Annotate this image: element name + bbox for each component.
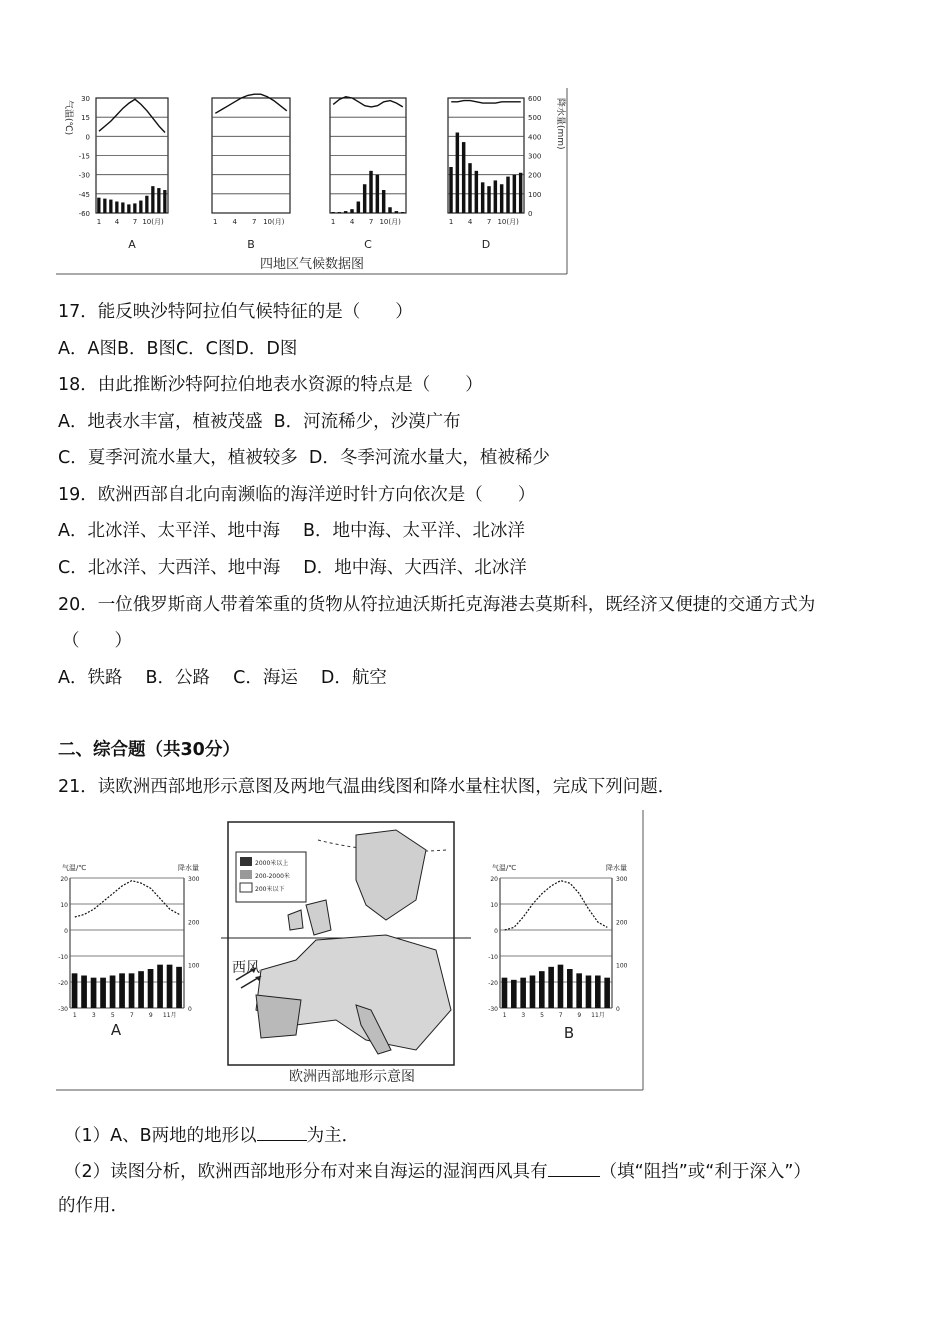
month-tick-label: 11月 [162, 1012, 177, 1019]
legend-high-swatch [240, 857, 252, 866]
map-wind-label: 西风 [232, 960, 260, 976]
precip-bar [576, 973, 582, 1008]
climate-figure-svg [56, 88, 568, 276]
temperature-curve [75, 881, 180, 917]
precip-bar [511, 980, 517, 1008]
precip-bar [115, 202, 118, 214]
legend-mid-swatch [240, 870, 252, 879]
precip-bar [81, 976, 87, 1009]
q21-stem: 21．读欧洲西部地形示意图及两地气温曲线图和降水量柱状图，完成下列问题． [58, 777, 676, 797]
month-tick-label: 1 [448, 218, 454, 226]
europe-figure [56, 810, 644, 1092]
temp-tick-label: 20 [490, 876, 498, 883]
temp-tick-label: -20 [58, 980, 68, 987]
temp-axis-title: 气温/℃ [492, 864, 517, 872]
temp-tick-label: 0 [494, 928, 498, 935]
precip-bar [520, 978, 526, 1008]
month-tick-label: 10(月) [263, 218, 285, 226]
precip-bar [148, 969, 154, 1008]
precip-bar [129, 973, 135, 1008]
month-tick-label: 11月 [591, 1012, 605, 1019]
precip-bar [539, 971, 545, 1008]
month-tick-label: 5 [110, 1012, 115, 1019]
q18-option-cd: C．夏季河流水量大，植被较多 D．冬季河流水量大，植被稀少 [58, 448, 550, 468]
q21-sub2 [64, 1158, 811, 1184]
temp-tick-label: -30 [488, 1006, 498, 1013]
legend-low-swatch [240, 883, 252, 892]
precip-bar [176, 967, 182, 1008]
precip-bar [502, 978, 508, 1008]
precip-bar [72, 973, 78, 1008]
month-tick-label: 7 [252, 218, 257, 226]
precip-axis-title: 降水量 [606, 864, 627, 872]
month-tick-label: 1 [72, 1012, 77, 1019]
month-tick-label: 4 [114, 218, 120, 226]
temperature-curve [215, 94, 286, 113]
precip-axis-title: 降水量 [178, 864, 199, 872]
precip-bar [357, 202, 360, 214]
q18-option-ab: A．地表水丰富，植被茂盛 B．河流稀少，沙漠广布 [58, 412, 461, 432]
precip-bar [475, 171, 478, 213]
precip-tick-label: 200 [188, 919, 200, 927]
precip-tick-label: 0 [528, 210, 533, 218]
temp-tick-label: 0 [64, 928, 68, 935]
month-tick-label: 1 [96, 218, 102, 226]
precip-bar [127, 204, 130, 213]
precip-bar [121, 202, 124, 213]
temp-tick-label: -15 [78, 152, 90, 161]
precip-bar [363, 184, 366, 213]
temp-tick-label: -30 [58, 1006, 68, 1013]
climate-figure [56, 88, 568, 276]
precip-bar [163, 190, 166, 213]
precip-bar [331, 212, 334, 213]
month-tick-label: 4 [232, 218, 237, 226]
temp-tick-label: -45 [78, 190, 90, 199]
precip-bar [595, 976, 601, 1009]
temp-axis-title: 气温/℃ [62, 864, 87, 872]
precip-bar [519, 173, 522, 213]
precip-tick-label: 0 [188, 1006, 192, 1013]
precip-bar [109, 200, 112, 213]
temp-tick-label: 0 [85, 133, 90, 142]
precip-bar [558, 965, 564, 1008]
month-tick-label: 4 [467, 218, 473, 226]
precip-bar [157, 965, 163, 1008]
precip-bar [100, 978, 106, 1008]
precip-tick-label: 200 [616, 919, 628, 927]
precip-bar [344, 211, 347, 213]
q19-option-cd: C．北冰洋、大西洋、地中海 D．地中海、大西洋、北冰洋 [58, 558, 527, 578]
temp-tick-label: 10 [60, 902, 68, 909]
month-tick-label: 10(月) [497, 218, 519, 226]
month-tick-label: 4 [349, 218, 355, 226]
q21-sub2-cont: 的作用． [58, 1196, 128, 1216]
month-tick-label: 9 [577, 1012, 582, 1019]
precip-bar [91, 978, 97, 1008]
month-tick-label: 7 [558, 1012, 563, 1019]
precip-bar [513, 175, 516, 213]
precip-bar [388, 207, 391, 213]
precip-bar [119, 973, 125, 1008]
precip-bar [468, 163, 471, 213]
legend-high-label: 2000米以上 [255, 860, 289, 867]
temp-tick-label: 15 [81, 114, 90, 123]
precip-tick-label: 100 [616, 962, 628, 970]
precip-tick-label: 600 [528, 95, 542, 103]
figure1-precip-axis-title: 降水量(mm) [555, 98, 565, 150]
precip-bar [604, 978, 610, 1008]
europe-figure-svg [56, 810, 644, 1092]
temperature-curve [505, 881, 608, 930]
precip-tick-label: 300 [616, 876, 628, 883]
precip-bar [494, 180, 497, 213]
precip-bar [456, 133, 459, 214]
precip-tick-label: 100 [528, 190, 542, 199]
precip-bar [167, 965, 173, 1008]
month-tick-label: 1 [330, 218, 336, 226]
figure1-caption: 四地区气候数据图 [259, 257, 365, 272]
temp-tick-label: 10 [490, 902, 498, 909]
temperature-curve [99, 99, 165, 132]
precip-bar [139, 201, 142, 213]
figure2-caption: 欧洲西部地形示意图 [289, 1069, 415, 1085]
precip-tick-label: 300 [188, 876, 200, 883]
q21-sub2-after: （填“阻挡”或“利于深入”） [599, 1162, 811, 1182]
precip-bar [506, 177, 509, 213]
q20-stem-cont: （ ） [62, 631, 132, 651]
climate-panel-label: B [247, 238, 255, 251]
precip-bar [401, 212, 404, 213]
precip-bar [376, 175, 379, 213]
precip-bar [151, 186, 154, 213]
precip-bar [462, 142, 465, 213]
month-tick-label: 7 [368, 218, 374, 226]
month-tick-label: 10(月) [142, 218, 164, 226]
europe-map [221, 822, 471, 1065]
precip-bar [350, 209, 353, 213]
q17-stem: 17．能反映沙特阿拉伯气候特征的是（ ） [58, 302, 413, 322]
q19-stem: 19．欧洲西部自北向南濒临的海洋逆时针方向依次是（ ） [58, 485, 536, 505]
precip-bar [382, 190, 385, 213]
precip-bar [338, 212, 341, 213]
precip-tick-label: 500 [528, 114, 542, 123]
month-tick-label: 5 [540, 1012, 544, 1019]
figure2-label-a: A [110, 1021, 122, 1039]
legend-low-label: 200米以下 [255, 886, 285, 893]
q20-stem: 20．一位俄罗斯商人带着笨重的货物从符拉迪沃斯托克海港去莫斯科，既经济又便捷的交通方式为 [58, 595, 816, 615]
figure1-temp-axis-title: 气温(℃) [63, 100, 73, 136]
month-tick-label: 1 [502, 1012, 507, 1019]
q21-sub1-before: （1）A、B两地的地形以 [64, 1126, 257, 1146]
month-tick-label: 7 [132, 218, 138, 226]
temp-tick-label: -60 [78, 210, 90, 218]
q18-stem: 18．由此推断沙特阿拉伯地表水资源的特点是（ ） [58, 375, 483, 395]
month-tick-label: 10(月) [379, 218, 401, 226]
precip-bar [145, 196, 148, 213]
temp-tick-label: -30 [78, 171, 90, 180]
legend-mid-label: 200-2000米 [255, 873, 290, 880]
q21-sub2-before: （2）读图分析，欧洲西部地形分布对来自海运的湿润西风具有 [64, 1162, 548, 1182]
month-tick-label: 3 [521, 1012, 526, 1019]
precip-tick-label: 0 [616, 1006, 620, 1013]
temp-tick-label: -10 [58, 954, 68, 961]
precip-bar [530, 976, 536, 1009]
q19-option-ab: A．北冰洋、太平洋、地中海 B．地中海、太平洋、北冰洋 [58, 521, 526, 541]
q21-sub1 [64, 1122, 359, 1148]
precip-bar [548, 967, 554, 1008]
q20-options: A．铁路 B．公路 C．海运 D．航空 [58, 668, 387, 688]
precip-bar [567, 969, 573, 1008]
figure2-label-b: B [563, 1024, 575, 1042]
precip-bar [97, 198, 100, 213]
precip-tick-label: 200 [528, 171, 542, 180]
temp-tick-label: -20 [488, 980, 498, 987]
temp-tick-label: 30 [81, 95, 90, 103]
precip-bar [157, 188, 160, 213]
precip-bar [449, 167, 452, 213]
climate-panel-label: C [364, 238, 372, 251]
climate-panel-label: D [481, 238, 491, 251]
precip-bar [395, 211, 398, 213]
month-tick-label: 7 [129, 1012, 134, 1019]
precip-bar [138, 971, 144, 1008]
precip-bar [586, 976, 592, 1009]
q17-options: A．A图B．B图C．C图D．D图 [58, 339, 298, 359]
precip-bar [110, 976, 116, 1009]
month-tick-label: 1 [213, 218, 218, 226]
precip-bar [487, 186, 490, 213]
temperature-curve [451, 101, 521, 104]
month-tick-label: 9 [148, 1012, 153, 1019]
temp-tick-label: 20 [60, 876, 68, 883]
precip-bar [133, 203, 136, 213]
precip-bar [481, 182, 484, 213]
climate-panel-label: A [128, 238, 136, 251]
q21-sub1-after: 为主． [306, 1126, 360, 1146]
precip-tick-label: 100 [188, 962, 200, 970]
month-tick-label: 3 [91, 1012, 96, 1019]
section2-title: 二、综合题（共30分） [58, 740, 240, 760]
precip-tick-label: 400 [528, 133, 542, 142]
precip-bar [500, 184, 503, 213]
q21-sub1-blank[interactable] [257, 1122, 307, 1141]
precip-tick-label: 300 [528, 152, 542, 161]
temp-tick-label: -10 [488, 954, 498, 961]
month-tick-label: 7 [486, 218, 492, 226]
precip-bar [103, 199, 106, 213]
precip-bar [369, 171, 372, 213]
q21-sub2-blank[interactable] [548, 1158, 600, 1177]
